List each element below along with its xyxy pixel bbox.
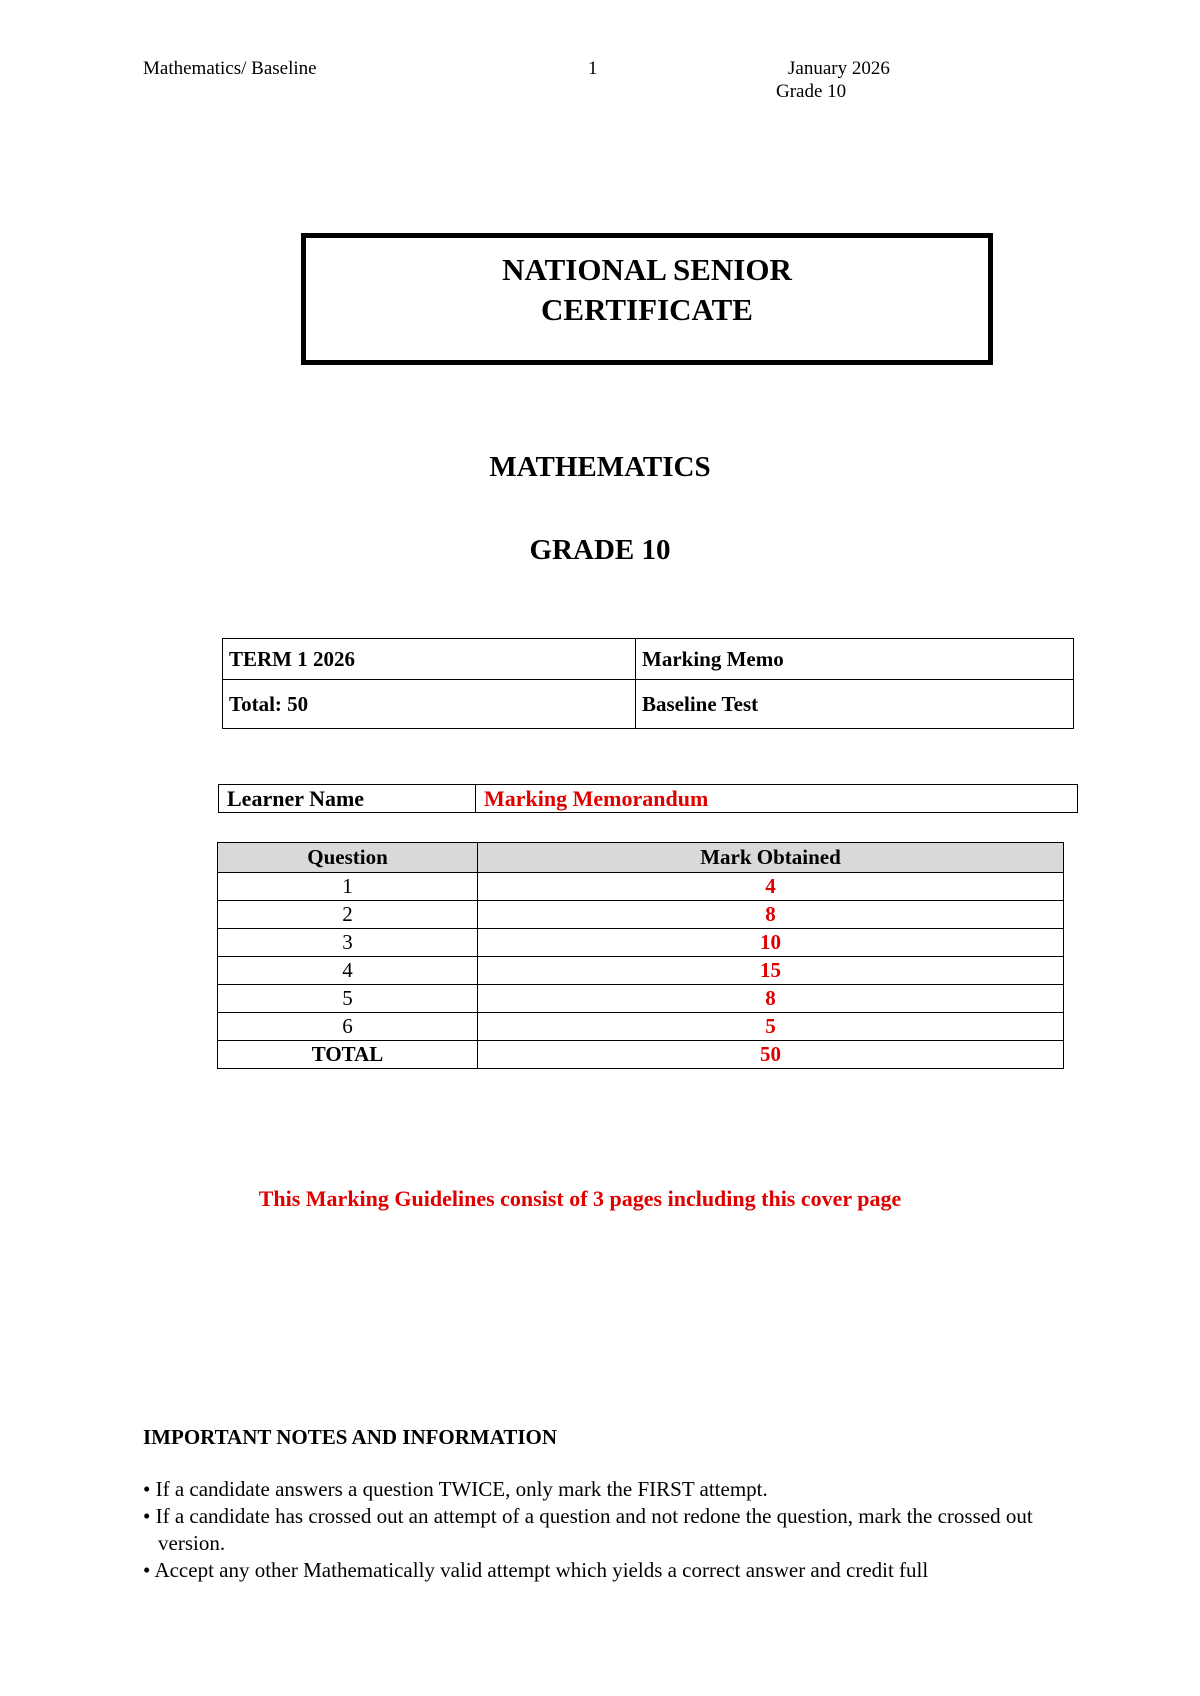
question-cell: 6 <box>218 1013 478 1041</box>
info-term: TERM 1 2026 <box>223 639 636 680</box>
total-row <box>218 1041 1064 1069</box>
note-item: • If a candidate answers a question TWICE, only mark the FIRST attempt. <box>143 1477 768 1501</box>
mark-cell: 8 <box>478 985 1064 1013</box>
marks-header-mark: Mark Obtained <box>478 843 1064 873</box>
question-cell: 1 <box>218 873 478 901</box>
mark-cell: 8 <box>478 901 1064 929</box>
note-item: • If a candidate has crossed out an attempt of a question and not redone the question, mark the crossed out version. <box>143 1504 1033 1555</box>
total-label-cell: TOTAL <box>218 1041 478 1069</box>
info-memo: Marking Memo <box>636 639 1074 680</box>
info-test: Baseline Test <box>636 680 1074 729</box>
title-box <box>301 233 993 365</box>
subject-title: MATHEMATICS <box>489 451 711 483</box>
question-cell: 3 <box>218 929 478 957</box>
table-row <box>218 1013 1064 1041</box>
mark-cell: 5 <box>478 1013 1064 1041</box>
learner-label: Learner Name <box>219 785 476 813</box>
question-cell: 2 <box>218 901 478 929</box>
question-cell: 4 <box>218 957 478 985</box>
mark-cell: 15 <box>478 957 1064 985</box>
header-left: Mathematics/ Baseline <box>143 58 317 79</box>
question-cell: 5 <box>218 985 478 1013</box>
page-number: 1 <box>588 58 598 79</box>
grade-title: GRADE 10 <box>529 534 671 566</box>
learner-value: Marking Memorandum <box>476 785 1078 813</box>
title-line-1: NATIONAL SENIOR <box>502 252 792 287</box>
marks-header-question: Question <box>218 843 478 873</box>
total-mark-cell: 50 <box>478 1041 1064 1069</box>
header-grade: Grade 10 <box>776 81 847 102</box>
info-total: Total: 50 <box>223 680 636 729</box>
guidelines-note: This Marking Guidelines consist of 3 pages including this cover page <box>258 1186 902 1211</box>
table-row <box>218 957 1064 985</box>
info-table <box>222 638 1074 729</box>
table-row <box>218 985 1064 1013</box>
table-row <box>218 873 1064 901</box>
table-row <box>218 901 1064 929</box>
marks-table <box>217 842 1064 1069</box>
mark-cell: 10 <box>478 929 1064 957</box>
table-row <box>218 929 1064 957</box>
notes-list <box>143 1476 1083 1584</box>
header-date: January 2026 <box>788 58 890 79</box>
title-line-2: CERTIFICATE <box>541 292 753 327</box>
mark-cell: 4 <box>478 873 1064 901</box>
note-item: • Accept any other Mathematically valid attempt which yields a correct answer and credit full <box>143 1558 929 1582</box>
learner-table <box>218 784 1078 813</box>
notes-title: IMPORTANT NOTES AND INFORMATION <box>143 1425 558 1449</box>
